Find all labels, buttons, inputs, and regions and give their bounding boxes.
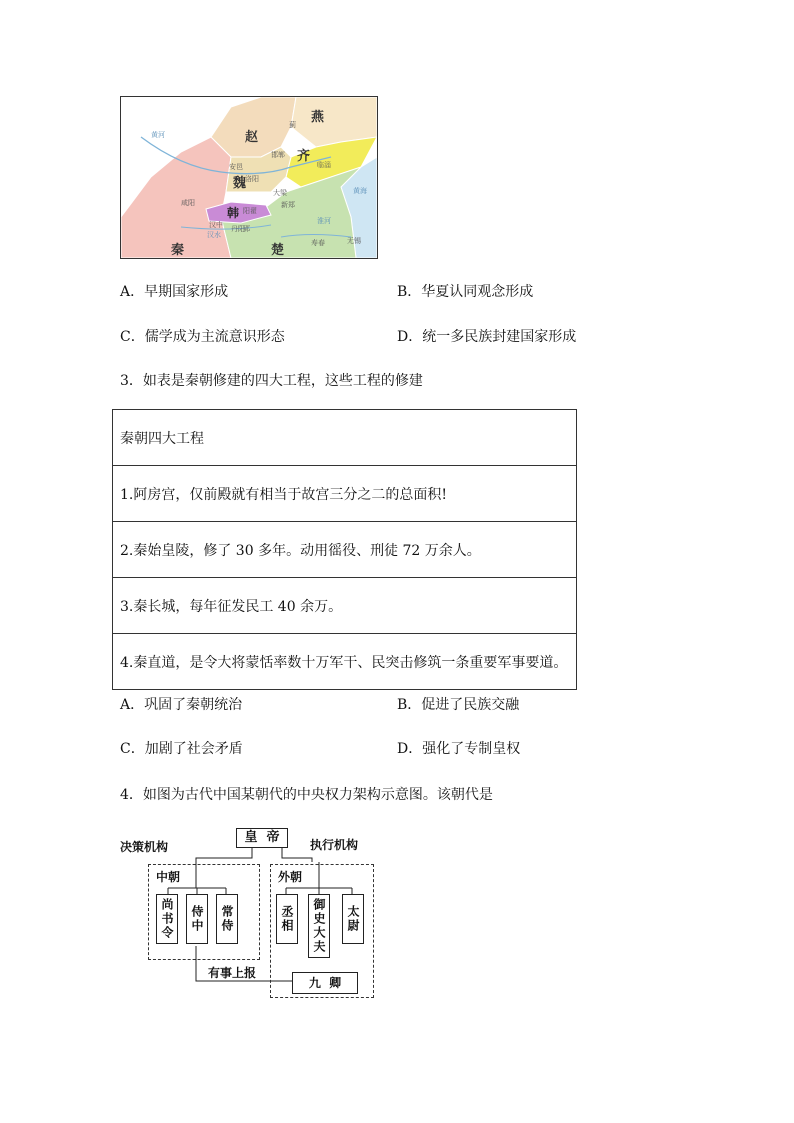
q3-table [112, 409, 577, 690]
map-place-label: 新郑 [281, 201, 295, 209]
q3-question: 3．如表是秦朝修建的四大工程，这些工程的修建 [120, 373, 423, 389]
map-water-label: 黄海 [353, 187, 367, 195]
map-state-wei: 魏 [233, 176, 247, 191]
map-place-label: 汉中 [209, 221, 223, 229]
q2-option-b[interactable]: B．华夏认同观念形成 [397, 284, 534, 300]
map-state-chu: 楚 [271, 243, 285, 258]
official-box-yushidafu: 御史大夫 [308, 894, 330, 958]
q2-option-a[interactable]: A．早期国家形成 [120, 284, 229, 300]
power-structure-diagram [112, 826, 382, 1006]
official-box-shizhong: 侍中 [186, 894, 208, 944]
map-state-zhao: 赵 [245, 130, 259, 145]
official-box-taiwei: 太尉 [342, 894, 364, 944]
q3-option-a[interactable]: A．巩固了秦朝统治 [120, 697, 243, 713]
map-state-qin: 秦 [171, 243, 185, 258]
q3-table-header: 秦朝四大工程 [113, 410, 577, 466]
map-place-label: 大梁 [273, 189, 287, 197]
official-box-changshi: 常侍 [216, 894, 238, 944]
outer-court-label: 外朝 [278, 870, 303, 884]
q2-option-c[interactable]: C．儒学成为主流意识形态 [120, 329, 285, 345]
q3-table-row: 3.秦长城，每年征发民工 40 余万。 [113, 578, 577, 634]
map-place-label: 蓟 [289, 121, 296, 129]
q3-table-row: 2.秦始皇陵，修了 30 多年。动用徭役、刑徒 72 万余人。 [113, 522, 577, 578]
map-place-label: 无锡 [347, 237, 361, 245]
map-state-qi: 齐 [297, 149, 311, 164]
map-place-label: 寿春 [311, 239, 325, 247]
map-place-label: 郢 [243, 225, 250, 233]
q3-option-c[interactable]: C．加剧了社会矛盾 [120, 741, 243, 757]
map-place-label: 丹阳 [231, 225, 245, 233]
map-place-label: 洛阳 [245, 175, 259, 183]
map-water-label: 淮河 [317, 217, 331, 225]
q3-table-row: 1.阿房宫，仅前殿就有相当于故宫三分之二的总面积! [113, 466, 577, 522]
execution-org-title: 执行机构 [310, 838, 359, 852]
map-water-label: 黄河 [151, 131, 165, 139]
map-drawing [121, 97, 377, 258]
map-state-han: 韩 [227, 206, 240, 220]
map-place-label: 咸阳 [181, 199, 195, 207]
q3-table-row: 4.秦直道，是令大将蒙恬率数十万军干、民突击修筑一条重要军事要道。 [113, 634, 577, 690]
map-place-label: 安邑 [229, 163, 243, 171]
map-place-label: 临淄 [317, 161, 331, 169]
map-place-label: 邯郸 [271, 151, 285, 159]
q3-option-d[interactable]: D．强化了专制皇权 [397, 741, 521, 757]
official-box-chengxiang: 丞相 [276, 894, 298, 944]
official-box-shangshuling: 尚书令 [156, 894, 178, 944]
map-state-yan: 燕 [311, 110, 325, 125]
q4-question: 4．如图为古代中国某朝代的中央权力架构示意图。该朝代是 [120, 787, 493, 803]
map-place-label: 阳翟 [243, 207, 257, 215]
warring-states-map [120, 96, 378, 259]
emperor-box: 皇 帝 [236, 828, 288, 848]
q2-option-d[interactable]: D．统一多民族封建国家形成 [397, 329, 577, 345]
inner-court-label: 中朝 [156, 870, 181, 884]
report-label: 有事上报 [208, 966, 257, 980]
map-water-label: 汉水 [207, 231, 221, 239]
decision-org-title: 决策机构 [120, 840, 169, 854]
q3-option-b[interactable]: B．促进了民族交融 [397, 697, 520, 713]
nine-ministers-box: 九 卿 [292, 972, 358, 994]
